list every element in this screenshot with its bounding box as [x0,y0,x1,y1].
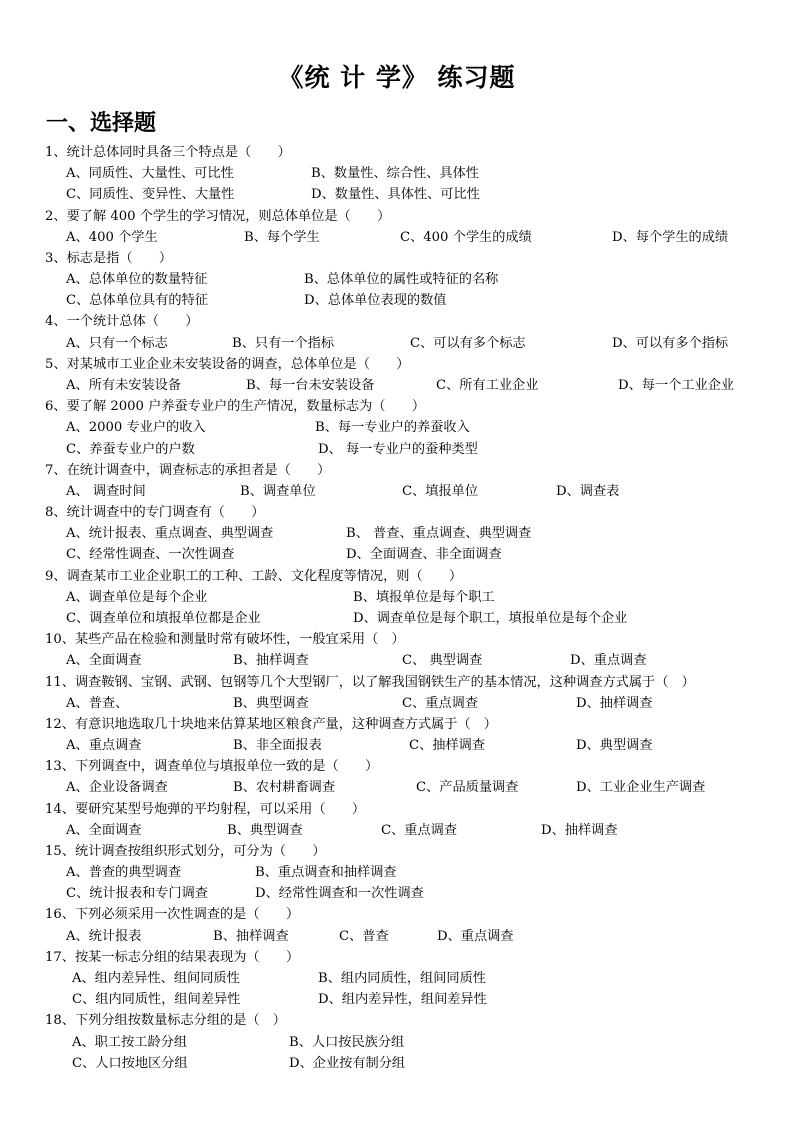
question-4-option: D、可以有多个指标 [612,335,729,351]
question-8-option: A、统计报表、重点调查、典型调查 [66,526,274,542]
question-9-option: A、调查单位是每个企业 [66,589,208,605]
question-5-option: B、每一台未安装设备 [246,377,375,393]
question-6-option: B、每一专业户的养蚕收入 [315,420,470,436]
question-10: 10、某些产品在检验和测量时常有破坏性，一般宜采用（ ） [45,632,405,648]
question-13: 13、下列调查中，调查单位与填报单位一致的是（ ） [45,759,379,775]
question-10-option: C、 典型调查 [402,653,483,669]
question-5: 5、对某城市工业企业未安装设备的调查，总体单位是（ ） [45,356,410,372]
question-14-option: D、抽样调查 [541,822,618,838]
question-10-option: A、全面调查 [66,653,142,669]
question-3: 3、标志是指（ ） [45,250,173,266]
question-16: 16、下列必须采用一次性调查的是（ ） [45,907,300,923]
question-3-option: D、总体单位表现的数值 [304,293,447,309]
question-7-option: C、填报单位 [402,483,479,499]
question-18-option: D、企业按有制分组 [289,1055,406,1071]
question-12: 12、有意识地选取几十块地来估算某地区粮食产量，这种调查方式属于（ ） [45,716,497,732]
question-1-option: B、数量性、综合性、具体性 [311,166,479,182]
question-17-option: C、组内同质性，组间差异性 [72,992,241,1008]
question-7-option: D、调查表 [556,483,620,499]
question-17-option: D、组内差异性，组间差异性 [318,992,487,1008]
question-6-option: A、2000 专业户的收入 [66,420,206,436]
question-4-option: B、只有一个指标 [232,335,335,351]
question-13-option: C、产品质量调查 [416,780,519,796]
question-15-option: B、重点调查和抽样调查 [255,865,397,881]
question-6-option: C、养蚕专业户的户数 [66,441,195,457]
question-6: 6、要了解 2000 户养蚕专业户的生产情况，数量标志为（ ） [45,399,426,415]
question-14-option: A、全面调查 [66,822,142,838]
question-16-option: B、抽样调查 [213,928,289,944]
question-11-option: A、普查、 [66,695,129,711]
question-18-option: A、职工按工龄分组 [72,1034,188,1050]
question-12-option: A、重点调查 [66,738,142,754]
question-7-option: A、 调查时间 [66,483,146,499]
question-3-option: C、总体单位具有的特征 [66,293,208,309]
question-18-option: C、人口按地区分组 [72,1055,188,1071]
question-5-option: C、所有工业企业 [436,377,539,393]
question-16-option: C、普查 [339,928,389,944]
question-15-option: A、普查的典型调查 [66,865,182,881]
question-12-option: D、典型调查 [576,738,653,754]
question-10-option: B、抽样调查 [233,653,309,669]
question-14: 14、要研究某型号炮弹的平均射程，可以采用（ ） [45,801,366,817]
section-heading: 一、选择题 [46,111,157,136]
question-1: 1、统计总体同时具备三个特点是（ ） [45,145,291,160]
question-4: 4、一个统计总体（ ） [45,314,199,330]
question-13-option: D、工业企业生产调查 [576,780,706,796]
question-14-option: C、重点调查 [381,822,458,838]
question-9-option: B、填报单位是每个职工 [353,589,495,605]
question-2-option: C、400 个学生的成绩 [400,229,532,245]
question-2-option: B、每个学生 [244,229,320,245]
question-8-option: C、经常性调查、一次性调查 [66,547,235,563]
question-1-option: C、同质性、变异性、大量性 [66,187,235,203]
question-9-option: C、调查单位和填报单位都是企业 [66,610,261,626]
question-11: 11、调查鞍钢、宝钢、武钢、包钢等几个大型钢厂，以了解我国钢铁生产的基本情况，这种调查方式属于（ ） [45,674,695,690]
question-2-option: A、400 个学生 [66,229,158,245]
question-6-option: D、 每一专业户的蚕种类型 [318,441,478,457]
question-11-option: C、重点调查 [402,695,479,711]
question-10-option: D、重点调查 [570,653,647,669]
question-12-option: B、非全面报表 [233,738,322,754]
question-3-option: B、总体单位的属性或特征的名称 [304,272,499,288]
question-1-option: A、同质性、大量性、可比性 [66,166,234,182]
question-4-option: C、可以有多个标志 [410,335,526,351]
question-11-option: D、抽样调查 [576,695,653,711]
question-5-option: A、所有未安装设备 [66,377,182,393]
question-8-option: B、 普查、重点调查、典型调查 [346,526,532,542]
question-16-option: D、重点调查 [437,928,514,944]
question-2-option: D、每个学生的成绩 [612,229,729,245]
question-4-option: A、只有一个标志 [66,335,168,351]
question-18: 18、下列分组按数量标志分组的是（ ） [45,1013,286,1029]
question-15-option: C、统计报表和专门调查 [66,886,208,902]
question-13-option: B、农村耕畜调查 [233,780,336,796]
question-9-option: D、调查单位是每个职工，填报单位是每个企业 [353,610,628,626]
question-7: 7、在统计调查中，调查标志的承担者是（ ） [45,462,331,478]
question-5-option: D、每一个工业企业 [618,377,735,393]
question-13-option: A、企业设备调查 [66,780,168,796]
question-17-option: B、组内同质性，组间同质性 [318,971,486,987]
question-3-option: A、总体单位的数量特征 [66,272,208,288]
question-8-option: D、全面调查、非全面调查 [346,547,502,563]
question-9: 9、调查某市工业企业职工的工种、工龄、文化程度等情况，则（ ） [45,568,463,584]
page-title: 《统 计 学》 练习题 [278,63,516,92]
question-11-option: B、典型调查 [233,695,309,711]
question-17: 17、按某一标志分组的结果表现为（ ） [45,949,300,965]
question-14-option: B、典型调查 [227,822,303,838]
question-12-option: C、抽样调查 [409,738,486,754]
question-2: 2、要了解 400 个学生的学习情况，则总体单位是（ ） [45,208,391,224]
question-15-option: D、经常性调查和一次性调查 [255,886,424,902]
question-16-option: A、统计报表 [66,928,142,944]
question-8: 8、统计调查中的专门调查有（ ） [45,505,265,521]
question-18-option: B、人口按民族分组 [289,1034,405,1050]
question-17-option: A、组内差异性、组间同质性 [72,971,240,987]
question-7-option: B、调查单位 [240,483,316,499]
question-15: 15、统计调查按组织形式划分，可分为（ ） [45,843,326,859]
question-1-option: D、数量性、具体性、可比性 [311,187,480,203]
